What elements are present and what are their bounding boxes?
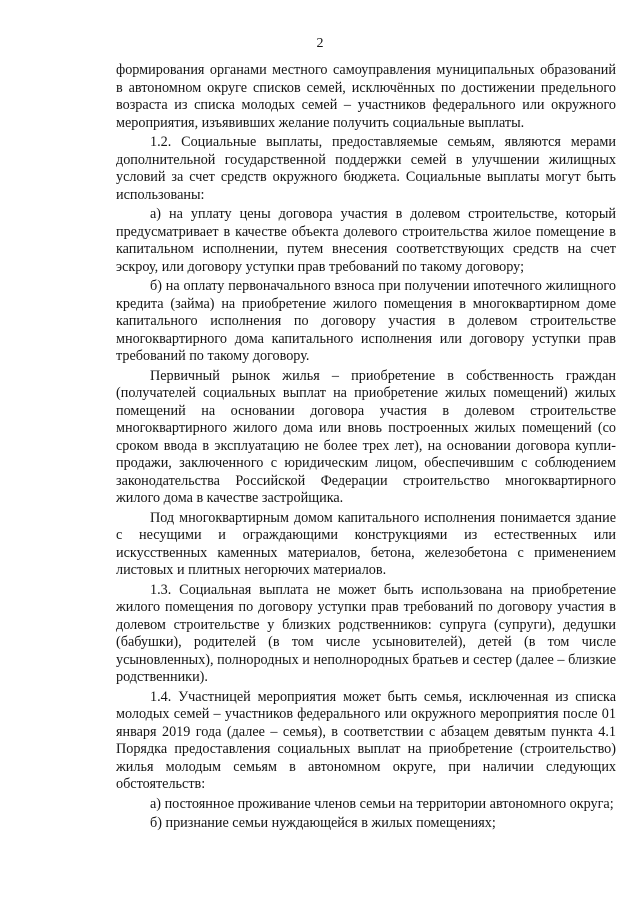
paragraph: б) на оплату первоначального взноса при получении ипотечного жилищного кредита (займа) на приобретение жилого помещения в многоквартирном доме капитального исполнения по договору участия в долевом строительстве многоквартирного дома капитального исполнения или договору уступки прав требований по такому договору. xyxy=(116,278,616,364)
paragraph: а) постоянное проживание членов семьи на территории автономного округа; xyxy=(150,795,614,812)
paragraph: 1.4. Участницей мероприятия может быть семья, исключенная из списка молодых семей – участников федерального или окружного мероприятия после 01 января 2019 года (далее – семья), в соответствии с абзацем девятым пункта 4.1 Порядка предоставления социальных выплат на приобретение (строительство) жилья молодым семьям в автономном округе, при наличии следующих обстоятельств: xyxy=(116,688,616,792)
page-number: 2 xyxy=(316,36,324,51)
paragraph: Под многоквартирным домом капитального исполнения понимается здание с несущими и ограждающими конструкциями из естественных или искусственных каменных материалов, бетона, железобетона с применением листовых и плитных негорючих материалов. xyxy=(116,509,616,578)
paragraph: Первичный рынок жилья – приобретение в собственность граждан (получателей социальных выплат на приобретение жилых помещений) жилых помещений на основании договора участия в долевом строительстве многоквартирного жилого дома или вновь построенных жилых помещений (со сроком ввода в эксплуатацию не более трех лет), на основании договора купли-продажи, заключенного с юридическим лицом, обеспечившим с соблюдением законодательства Российской Федерации строительство многоквартирного жилого дома в качестве застройщика. xyxy=(116,367,616,506)
paragraph: а) на уплату цены договора участия в долевом строительстве, который предусматривает в качестве объекта долевого строительства жилое помещение в капитальном исполнении, путем внесения соответствующих средств на счет эскроу, или договору уступки прав требований по такому договору; xyxy=(116,206,616,275)
document-body xyxy=(116,62,616,835)
paragraph: формирования органами местного самоуправления муниципальных образований в автономном округе списков семей, исключённых по достижении предельного возраста из списка молодых семей – участников федерального или окружного мероприятия, изъявивших желание получить социальные выплаты. xyxy=(116,62,616,131)
paragraph: б) признание семьи нуждающейся в жилых помещениях; xyxy=(150,815,496,831)
paragraph: 1.2. Социальные выплаты, предоставляемые семьям, являются мерами дополнительной государственной поддержки семей в улучшении жилищных условий за счет средств окружного бюджета. Социальные выплаты могут быть использованы: xyxy=(116,134,616,203)
paragraph: 1.3. Социальная выплата не может быть использована на приобретение жилого помещения по договору уступки прав требований по договору участия в долевом строительстве у близких родственников: супруга (супруги), дедушки (бабушки), родителей (в том числе усыновителей), детей (в том числе усыновленных), полнородных и неполнородных братьев и сестер (далее – близкие родственники). xyxy=(116,581,616,685)
